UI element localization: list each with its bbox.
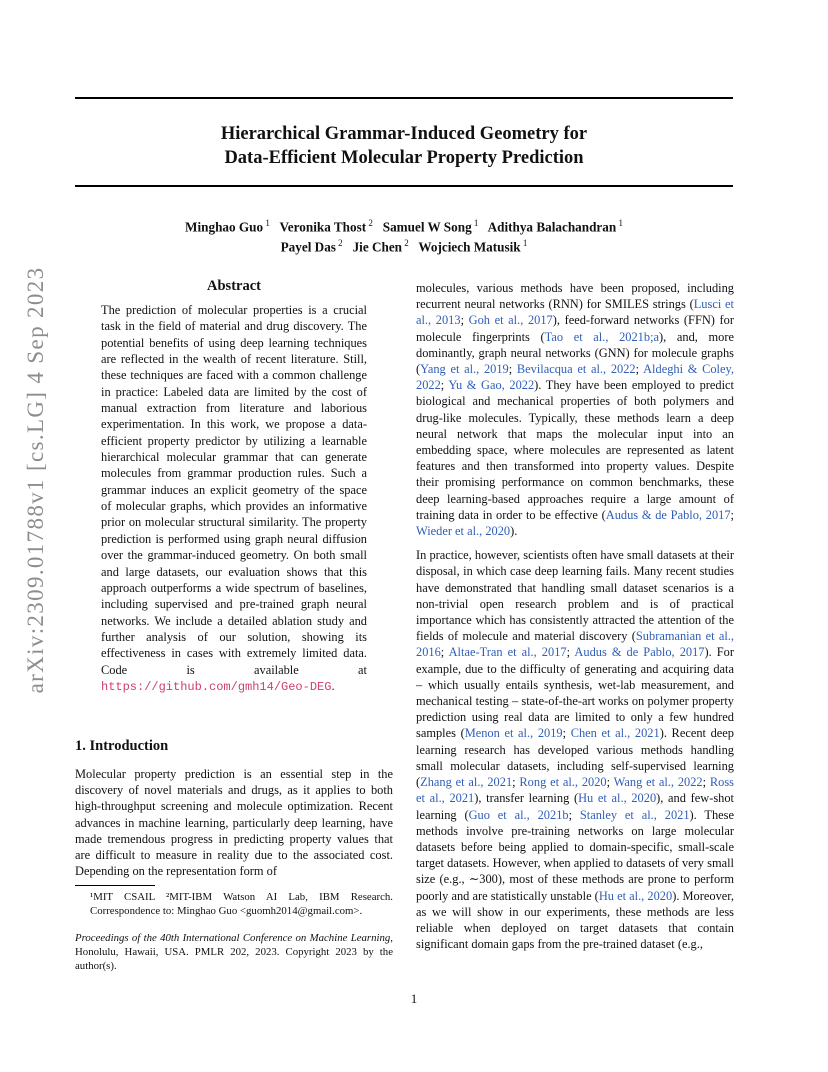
body-text: ). They have been employed to predict biological and mechanical properties of both polymers and drug-like molecules. Typically, these methods learn a deep neural network that maps the molecular input into an embedding space, where molecules are represented as latent features and then transformed into property values. Despite their promising performance on common benchmarks, these deep learning-based approaches require a large amount of training data in order to be effective (	[416, 378, 734, 522]
title-bottom-rule	[75, 185, 733, 187]
footnote-affiliations	[75, 890, 393, 918]
paper-title	[75, 122, 733, 170]
body-text: ;	[440, 645, 449, 660]
body-text: ). Moreover, as we will show in our experiments, these methods are less reliable when deployed on target datasets that contain significant domain gaps from the pre-trained dataset (e.g.,	[416, 888, 734, 952]
citation-link[interactable]: Hu et al., 2020	[578, 791, 657, 806]
body-text: In practice, however, scientists often have small datasets at their disposal, in which case deep learning fails. Many recent studies have demonstrated that handling small dataset scenarios is a non-trivial open research problem and is of practical importance which has consistently attracted the attention of the fields of molecule and material discovery (	[416, 548, 734, 644]
author-affiliation-mark: 2	[402, 238, 409, 249]
author-affiliation-mark: 1	[520, 238, 528, 249]
citation-link[interactable]: Chen et al., 2021	[570, 726, 660, 741]
abstract-text: The prediction of molecular properties is a crucial task in the field of material and drug discovery. The potential benefits of using deep learning techniques are reflected in the wealth of recent literature. Still, these techniques are faced with a common challenge in practice: Labeled data are limited by the cost of manual extraction from literature and laborious experimentation. In this work, we propose a data-efficient property predictor by utilizing a learnable hierarchical molecular grammar that can generate molecules from grammar production rules. Such a grammar induces an explicit geometry of the space of molecular graphs, which provides an informative prior on molecular structural similarity. The property prediction is performed using graph neural diffusion over the grammar-induced geometry. On both small and large datasets, our evaluation shows that this approach outperforms a wide spectrum of baselines, including supervised and pre-trained graph neural networks. We include a detailed ablation study and further analysis of our solution, showing its effectiveness in cases with extremely limited data. Code is available at	[101, 303, 367, 677]
body-text: molecules, various methods have been proposed, including recurrent neural networks (RNN) for SMILES strings (	[416, 281, 734, 312]
top-rule	[75, 97, 733, 99]
citation-link[interactable]: Hu et al., 2020	[598, 888, 673, 903]
citation-link[interactable]: Ross et al., 2021	[416, 775, 734, 806]
body-text: ;	[460, 313, 469, 328]
intro-paragraph	[75, 766, 393, 879]
body-text: ). For example, due to the difficulty of generating and acquiring data – which usually entails synthesis, wet-lab measurement, and mechanical testing – state-of-the-art works on polymer property prediction using real data are limited to only a few hundred samples (	[416, 645, 734, 741]
citation-link[interactable]: Bevilacqua et al., 2022	[516, 362, 636, 377]
footnote-affil-text: ¹MIT CSAIL ²MIT-IBM Watson AI Lab, IBM Research. Correspondence to: Minghao Guo <guomh2014@gmail.com>.	[90, 891, 393, 917]
body-text: ;	[508, 362, 517, 377]
author-name: Jie Chen	[352, 239, 403, 255]
body-text: ).	[510, 524, 518, 539]
citation-link[interactable]: Subramanian et al., 2016	[416, 629, 734, 660]
citation-link[interactable]: Zhang et al., 2021	[420, 775, 513, 790]
body-text: ). These methods involve pre-training networks on large molecular datasets before being applied to domain-specific, small-scale target datasets. However, when applied to datasets of very small size (e.g., ∼300), most of these methods are prone to perform poorly and are statistically unstable (	[416, 807, 734, 903]
abstract-body: The prediction of molecular properties is a crucial task in the field of material and drug discovery. The potential benefits of using deep learning techniques are reflected in the wealth of recent literature. Still, these techniques are faced with a common challenge in practice: Labeled data are limited by the cost of manual extraction from literature and laborious experimentation. In this work, we propose a data-efficient property predictor by utilizing a learnable hierarchical molecular grammar that can generate molecules from grammar production rules. Such a grammar induces an explicit geometry of the space of molecular graphs, which provides an informative prior on molecular structural similarity. The property prediction is performed using graph neural diffusion over the grammar-induced geometry. On both small and large datasets, our evaluation shows that this approach outperforms a wide spectrum of baselines, including supervised and pre-trained graph neural networks. We include a detailed ablation study and further analysis of our solution, showing its effectiveness in cases with extremely limited data. Code is available at https://github.com/gmh14/Geo-DEG.	[101, 303, 367, 694]
citation-link[interactable]: Lusci et al., 2013	[416, 297, 734, 328]
section-heading-introduction: 1. Introduction	[75, 738, 169, 754]
proceedings-italic: Proceedings of the 40th International Conference on Machine Learning	[75, 932, 391, 944]
body-text: ). Recent deep learning research has developed various methods handling small molecular datasets, including self-supervised learning (	[416, 726, 734, 790]
citation-link[interactable]: Goh et al., 2017	[468, 313, 553, 328]
page-number: 1	[410, 991, 418, 1006]
author-name: Payel Das	[280, 239, 336, 255]
citation-link[interactable]: Rong et al., 2020	[519, 775, 607, 790]
author-affiliation-mark: 2	[335, 238, 343, 249]
author-affiliation-mark: 1	[263, 218, 270, 228]
body-text: ;	[512, 775, 520, 790]
body-text: ;	[562, 726, 571, 741]
citation-link[interactable]: Guo et al., 2021b	[468, 807, 569, 822]
author-name: Veronika Thost	[279, 219, 367, 235]
body-text: ;	[566, 645, 575, 660]
title-line-2: Data-Efficient Molecular Property Prediction	[224, 148, 584, 168]
author-list	[75, 215, 733, 256]
body-text: ), and few-shot learning (	[416, 791, 734, 822]
citation-link[interactable]: Altae-Tran et al., 2017	[448, 645, 567, 660]
body-text: ;	[635, 362, 644, 377]
body-text: ;	[440, 378, 449, 393]
citation-link[interactable]: Aldeghi & Coley, 2022	[416, 362, 734, 393]
right-paragraph-2	[416, 547, 734, 952]
citation-link[interactable]: Wieder et al., 2020	[416, 524, 511, 539]
arxiv-sidebar-stamp: arXiv:2309.01788v1 [cs.LG] 4 Sep 2023	[23, 266, 48, 694]
author-affiliation-mark: 2	[366, 218, 373, 228]
citation-link[interactable]: Wang et al., 2022	[613, 775, 703, 790]
intro-text: Molecular property prediction is an essential step in the discovery of novel materials and drugs, as it applies to both high-throughput screening and molecule optimization. Recent advances in machine learning, particularly deep learning, have made tremendous progress in predicting property values that are difficult to measure in reality due to the associated cost. Depending on the representation form of	[75, 767, 393, 879]
code-link[interactable]: https://github.com/gmh14/Geo-DEG	[101, 679, 332, 694]
proceedings-rest: , Honolulu, Hawaii, USA. PMLR 202, 2023. Copyright 2023 by the author(s).	[75, 932, 393, 972]
citation-link[interactable]: Yu & Gao, 2022	[448, 378, 535, 393]
body-text: ;	[730, 507, 734, 522]
authors-line-2	[75, 235, 733, 255]
body-text: ;	[606, 775, 614, 790]
citation-link[interactable]: Stanley et al., 2021	[579, 807, 690, 822]
body-text: ), feed-forward networks (FFN) for molecule fingerprints (	[416, 313, 734, 344]
body-text: ), and, more dominantly, graph neural networks (GNN) for molecule graphs (	[416, 329, 734, 377]
author-name: Samuel W Song	[382, 219, 472, 235]
right-paragraph-1	[416, 280, 734, 539]
title-line-1: Hierarchical Grammar-Induced Geometry for	[220, 124, 588, 144]
footnote-rule	[75, 885, 155, 886]
author-affiliation-mark: 1	[471, 218, 479, 228]
author-name: Wojciech Matusik	[418, 239, 521, 255]
body-text: ;	[568, 807, 580, 822]
citation-link[interactable]: Audus & de Pablo, 2017	[605, 507, 731, 522]
citation-link[interactable]: Audus & de Pablo, 2017	[574, 645, 705, 660]
author-name: Minghao Guo	[185, 219, 264, 235]
author-affiliation-mark: 1	[616, 218, 623, 228]
abstract-heading: Abstract	[207, 278, 261, 294]
citation-link[interactable]: Menon et al., 2019	[464, 726, 563, 741]
author-name: Adithya Balachandran	[487, 219, 617, 235]
body-text: ), transfer learning (	[474, 791, 579, 806]
citation-link[interactable]: Yang et al., 2019	[420, 362, 509, 377]
citation-link[interactable]: Tao et al., 2021b;a	[544, 329, 660, 344]
right-column	[416, 280, 734, 952]
authors-line-1	[75, 215, 733, 235]
body-text: ;	[702, 775, 710, 790]
footnote-proceedings	[75, 931, 393, 973]
